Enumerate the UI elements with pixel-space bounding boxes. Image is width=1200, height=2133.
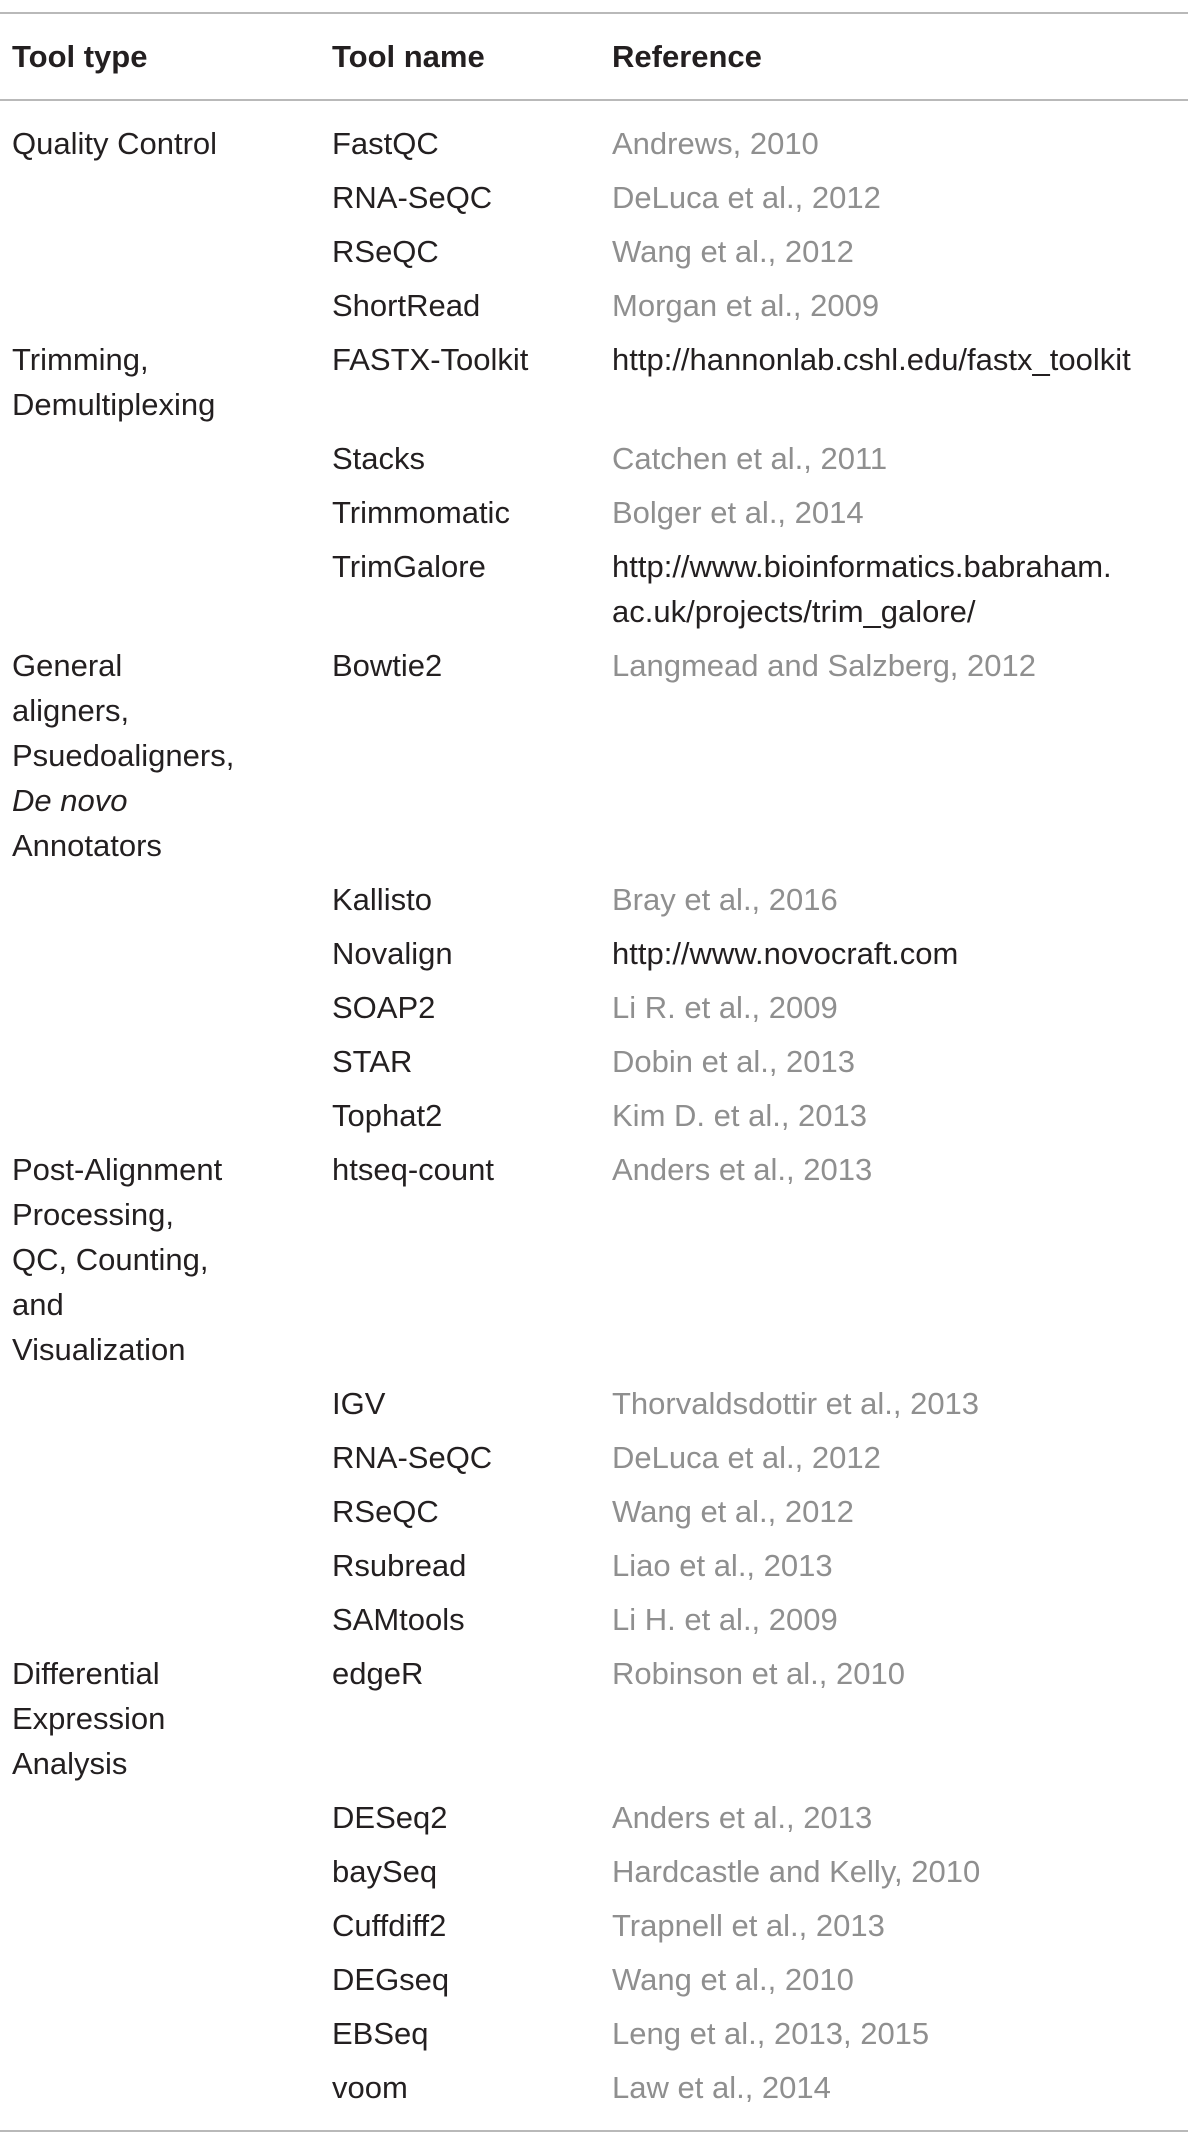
cell-tool-name: IGV xyxy=(332,1386,386,1421)
tool-type-line: Trimming, xyxy=(12,342,149,377)
cell-tool-type xyxy=(0,333,320,432)
table-row xyxy=(0,1431,1188,1485)
cell-tool-name: RNA-SeQC xyxy=(332,1440,493,1475)
tool-type-line: and xyxy=(12,1287,64,1322)
cell-tool-type xyxy=(0,1539,320,1593)
tool-type-line: De novo xyxy=(12,783,128,818)
cell-tool-type xyxy=(0,2007,320,2061)
cell-reference: DeLuca et al., 2012 xyxy=(612,1440,881,1475)
tool-type-line: Psuedoaligners, xyxy=(12,738,235,773)
cell-reference: Leng et al., 2013, 2015 xyxy=(612,2016,930,2051)
cell-reference: Hardcastle and Kelly, 2010 xyxy=(612,1854,981,1889)
cell-tool-name: Trimmomatic xyxy=(332,495,510,530)
cell-tool-name: FastQC xyxy=(332,126,439,161)
cell-reference-link[interactable] xyxy=(612,540,1188,639)
cell-tool-name: voom xyxy=(320,2061,612,2131)
table-row xyxy=(0,927,1188,981)
header-tool-name: Tool name xyxy=(320,13,612,100)
cell-tool-name: RNA-SeQC xyxy=(332,180,493,215)
cell-tool-type xyxy=(0,1593,320,1647)
table-row xyxy=(0,1485,1188,1539)
tool-type-line: Demultiplexing xyxy=(12,387,216,422)
tool-type-line: Post-Alignment xyxy=(12,1152,223,1187)
cell-tool-type xyxy=(0,1647,320,1791)
header-tool-type: Tool type xyxy=(0,13,320,100)
cell-reference-link[interactable]: http://hannonlab.cshl.edu/fastx_toolkit xyxy=(612,342,1131,377)
cell-tool-name: Rsubread xyxy=(332,1548,467,1583)
cell-tool-type xyxy=(0,1485,320,1539)
header-reference: Reference xyxy=(612,13,1188,100)
cell-reference: Law et al., 2014 xyxy=(612,2061,1188,2131)
cell-reference: Andrews, 2010 xyxy=(612,126,819,161)
cell-reference: Li H. et al., 2009 xyxy=(612,1602,838,1637)
cell-reference: Thorvaldsdottir et al., 2013 xyxy=(612,1386,980,1421)
cell-tool-type xyxy=(0,486,320,540)
table-row xyxy=(0,1647,1188,1791)
cell-tool-name: Novalign xyxy=(332,936,453,971)
tool-type-line: QC, Counting, xyxy=(12,1242,209,1277)
cell-reference: Trapnell et al., 2013 xyxy=(612,1908,885,1943)
tool-type-line: Annotators xyxy=(12,828,162,863)
cell-tool-type xyxy=(0,1791,320,1845)
table-row xyxy=(0,1143,1188,1377)
tool-type-line: Analysis xyxy=(12,1746,128,1781)
cell-tool-name: Tophat2 xyxy=(332,1098,443,1133)
cell-reference: Wang et al., 2010 xyxy=(612,1962,854,1997)
cell-reference: Catchen et al., 2011 xyxy=(612,441,888,476)
cell-tool-type xyxy=(0,171,320,225)
cell-tool-name: Cuffdiff2 xyxy=(332,1908,447,1943)
table-row xyxy=(0,225,1188,279)
table-row xyxy=(0,171,1188,225)
cell-tool-name: RSeQC xyxy=(332,1494,439,1529)
reference-line: http://www.bioinformatics.babraham. xyxy=(612,549,1112,584)
cell-reference: Robinson et al., 2010 xyxy=(612,1656,905,1691)
table-row xyxy=(0,1899,1188,1953)
cell-tool-type xyxy=(0,1143,320,1377)
reference-line: ac.uk/projects/trim_galore/ xyxy=(612,594,976,629)
table-body xyxy=(0,100,1188,2131)
cell-tool-name: DESeq2 xyxy=(332,1800,448,1835)
cell-tool-name: Stacks xyxy=(332,441,426,476)
table-row xyxy=(0,333,1188,432)
cell-tool-type xyxy=(0,1089,320,1143)
cell-tool-type xyxy=(0,1431,320,1485)
cell-tool-name: RSeQC xyxy=(332,234,439,269)
cell-tool-type xyxy=(0,1845,320,1899)
cell-tool-type xyxy=(0,639,320,873)
tool-type-line: Expression xyxy=(12,1701,166,1736)
cell-reference: Li R. et al., 2009 xyxy=(612,990,838,1025)
cell-tool-name: EBSeq xyxy=(332,2016,429,2051)
tool-type-line: Quality Control xyxy=(12,126,218,161)
cell-reference: Anders et al., 2013 xyxy=(612,1152,873,1187)
table-row xyxy=(0,2007,1188,2061)
cell-reference: Wang et al., 2012 xyxy=(612,234,854,269)
cell-tool-type xyxy=(0,1035,320,1089)
table-row xyxy=(0,486,1188,540)
table-row xyxy=(0,279,1188,333)
table-row xyxy=(0,2061,1188,2131)
cell-tool-name: STAR xyxy=(332,1044,413,1079)
cell-tool-type xyxy=(0,2061,320,2131)
cell-tool-type xyxy=(0,225,320,279)
cell-tool-name: edgeR xyxy=(332,1656,424,1691)
cell-reference-link[interactable]: http://www.novocraft.com xyxy=(612,936,959,971)
header-row xyxy=(0,13,1188,100)
cell-tool-type xyxy=(0,873,320,927)
cell-tool-type xyxy=(0,1377,320,1431)
cell-tool-type xyxy=(0,981,320,1035)
cell-tool-name: SAMtools xyxy=(332,1602,465,1637)
cell-tool-type xyxy=(0,1953,320,2007)
table-row xyxy=(0,1377,1188,1431)
cell-tool-name: TrimGalore xyxy=(332,549,486,584)
table-row xyxy=(0,432,1188,486)
tool-type-line: Processing, xyxy=(12,1197,174,1232)
cell-tool-name: ShortRead xyxy=(332,288,481,323)
cell-reference: Liao et al., 2013 xyxy=(612,1548,833,1583)
cell-tool-name: SOAP2 xyxy=(332,990,436,1025)
tool-type-line: Differential xyxy=(12,1656,160,1691)
table-row xyxy=(0,1539,1188,1593)
table-row xyxy=(0,873,1188,927)
table-row xyxy=(0,639,1188,873)
cell-reference: Langmead and Salzberg, 2012 xyxy=(612,648,1036,683)
table-row xyxy=(0,981,1188,1035)
cell-tool-type xyxy=(0,279,320,333)
table-row xyxy=(0,100,1188,171)
cell-tool-name: baySeq xyxy=(332,1854,438,1889)
cell-tool-name: Bowtie2 xyxy=(332,648,443,683)
cell-tool-type xyxy=(0,432,320,486)
table-header xyxy=(0,13,1188,100)
tools-table xyxy=(0,12,1188,2132)
cell-tool-name: Kallisto xyxy=(332,882,432,917)
table-row xyxy=(0,1791,1188,1845)
cell-tool-type xyxy=(0,100,320,171)
tool-type-line: General xyxy=(12,648,123,683)
cell-reference: Anders et al., 2013 xyxy=(612,1800,873,1835)
cell-tool-name: DEGseq xyxy=(332,1962,450,1997)
table-row xyxy=(0,1845,1188,1899)
cell-reference: Kim D. et al., 2013 xyxy=(612,1098,868,1133)
table-row xyxy=(0,1089,1188,1143)
table-row xyxy=(0,540,1188,639)
cell-tool-type xyxy=(0,1899,320,1953)
cell-tool-name: htseq-count xyxy=(332,1152,494,1187)
tool-type-line: Visualization xyxy=(12,1332,186,1367)
cell-reference: Bolger et al., 2014 xyxy=(612,495,864,530)
cell-tool-type xyxy=(0,540,320,639)
cell-reference: Morgan et al., 2009 xyxy=(612,288,880,323)
cell-tool-type xyxy=(0,927,320,981)
tool-type-line: aligners, xyxy=(12,693,130,728)
table-row xyxy=(0,1953,1188,2007)
cell-reference: Dobin et al., 2013 xyxy=(612,1044,856,1079)
table-row xyxy=(0,1593,1188,1647)
cell-tool-name: FASTX-Toolkit xyxy=(332,342,529,377)
cell-reference: DeLuca et al., 2012 xyxy=(612,180,881,215)
cell-reference: Bray et al., 2016 xyxy=(612,882,838,917)
cell-reference: Wang et al., 2012 xyxy=(612,1494,854,1529)
table-row xyxy=(0,1035,1188,1089)
